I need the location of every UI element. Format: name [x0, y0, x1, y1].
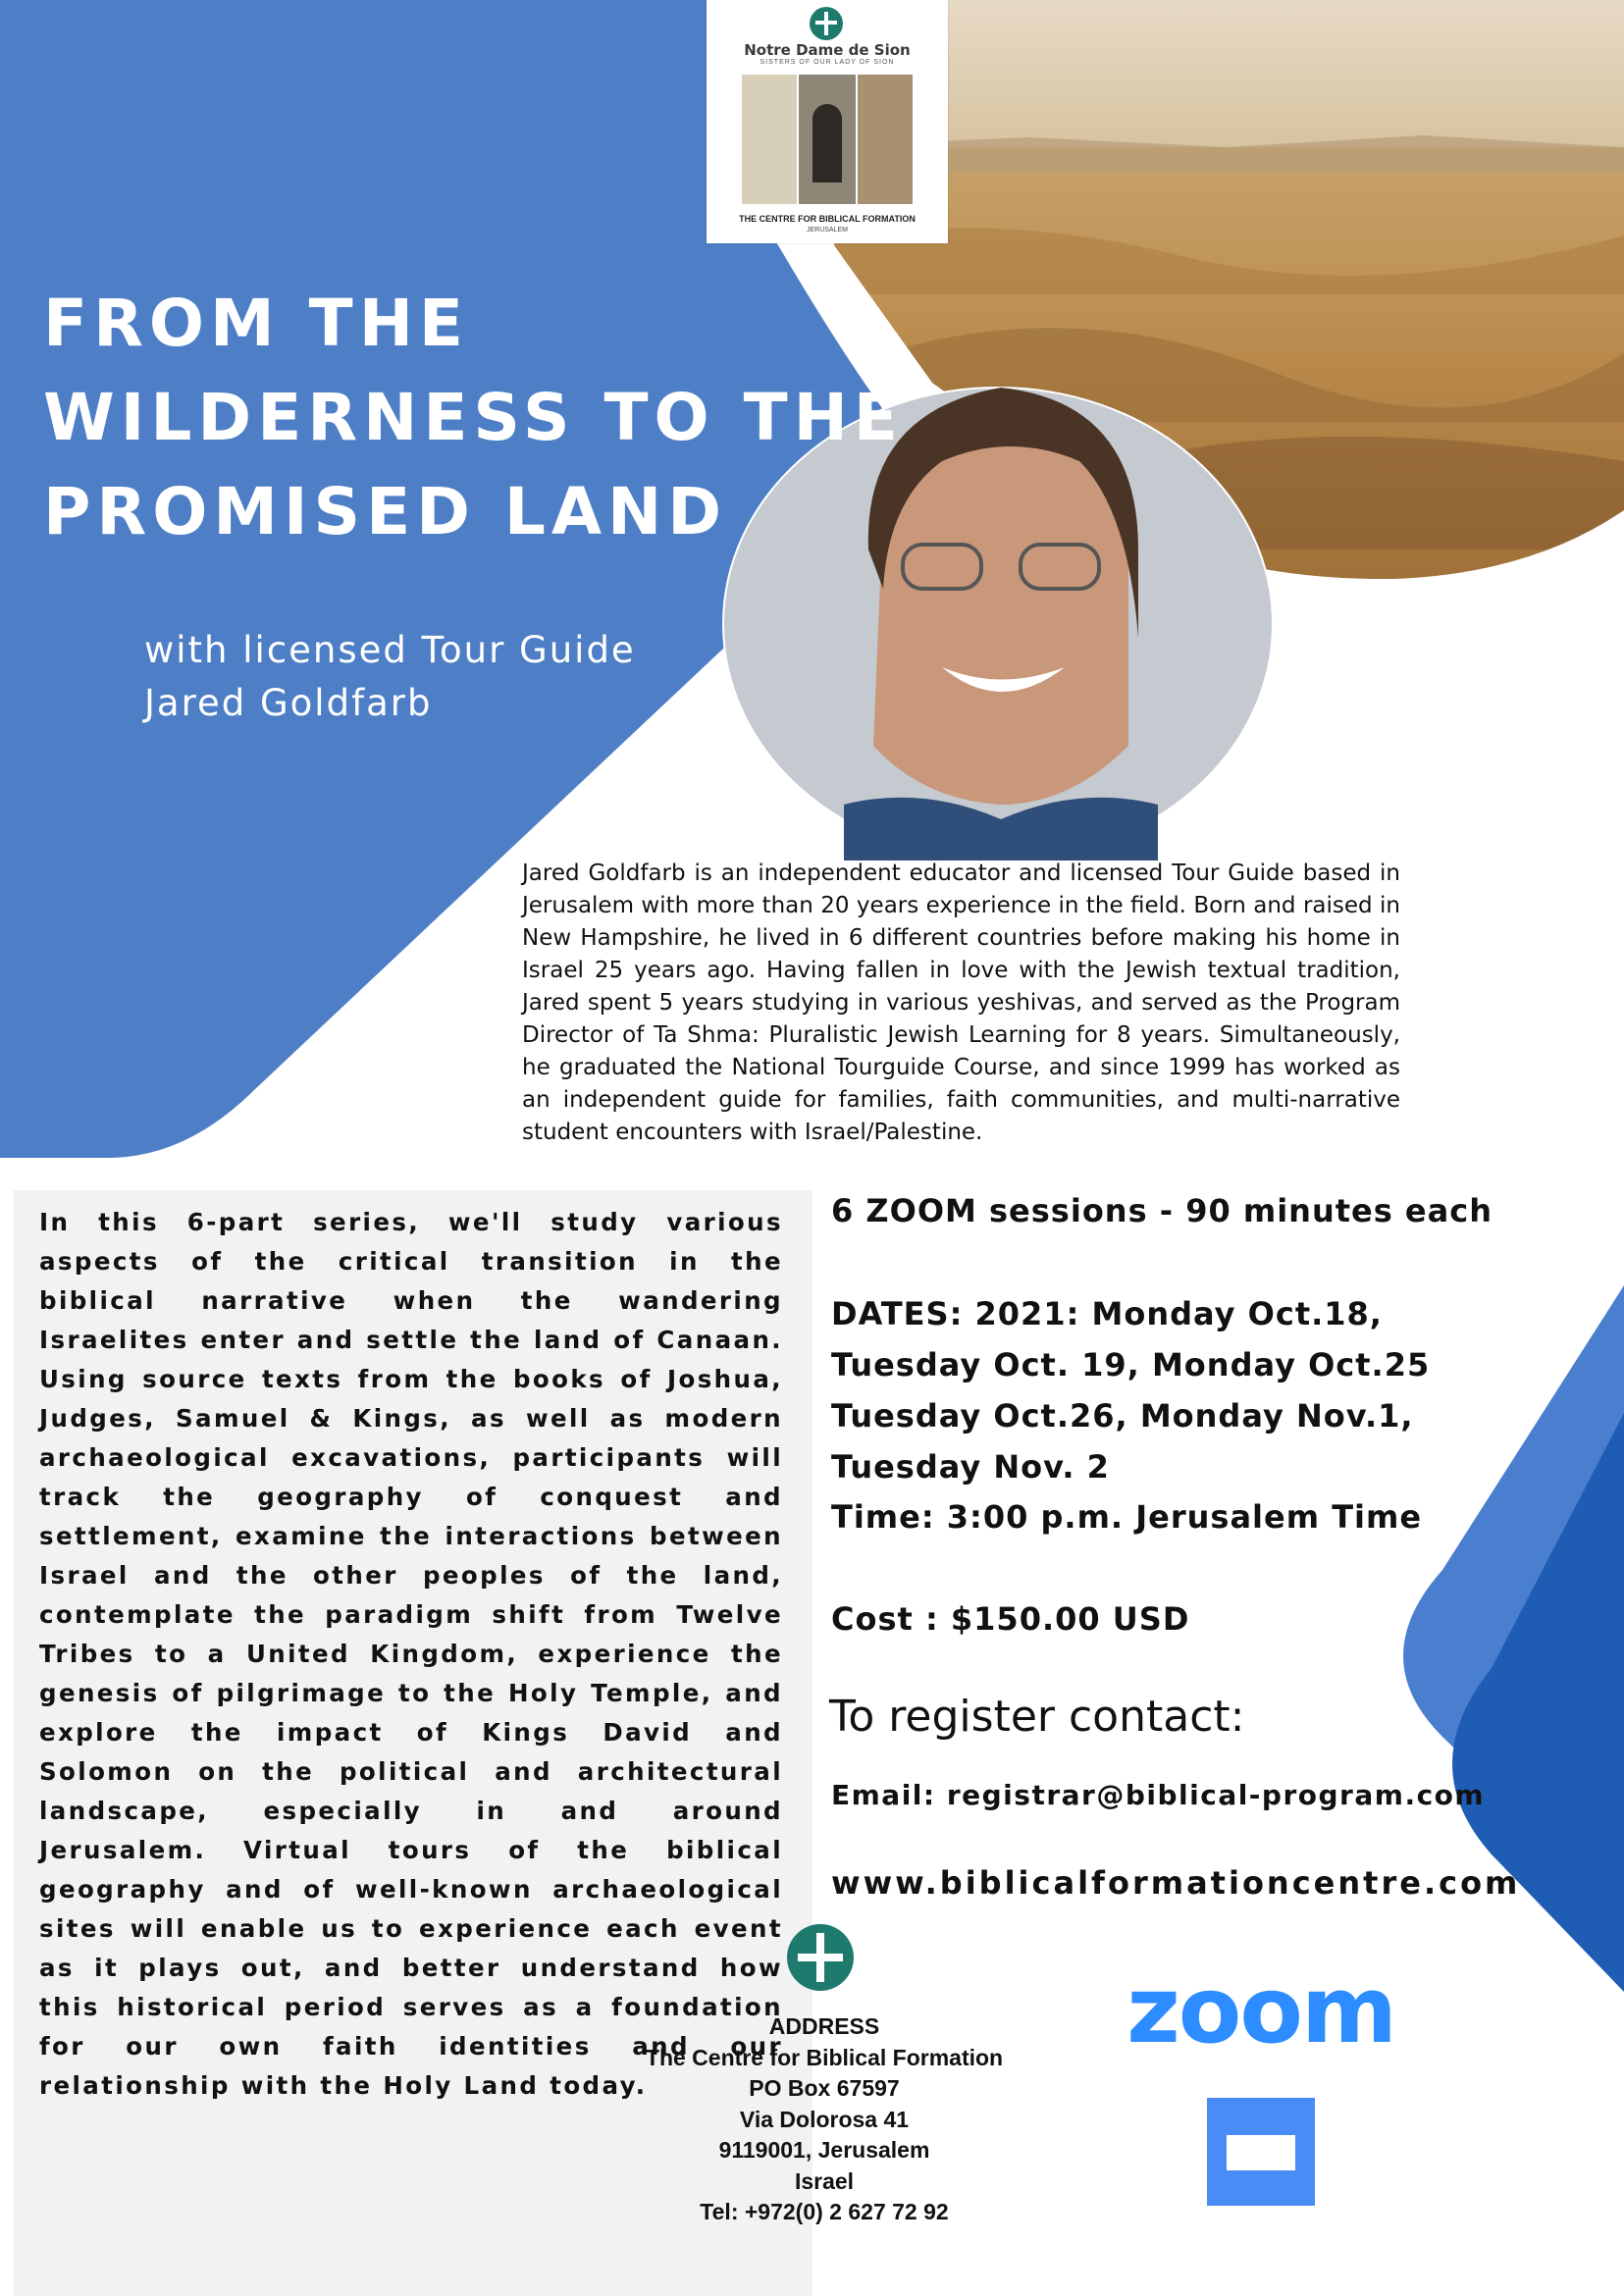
address-line: Israel [794, 2167, 855, 2194]
logo-footer-city: JERUSALEM [806, 227, 848, 234]
subtitle-line: with licensed Tour Guide [144, 629, 636, 671]
sessions-info: 6 ZOOM sessions - 90 minutes each [831, 1192, 1493, 1229]
address-line: Tel: +972(0) 2 627 72 92 [700, 2199, 949, 2224]
email-contact[interactable]: Email: registrar@biblical-program.com [831, 1779, 1486, 1811]
logo-subtitle: SISTERS OF OUR LADY OF SION [760, 59, 895, 66]
address-line: ADDRESS [768, 2013, 880, 2039]
website-link[interactable]: www.biblicalformationcentre.com [831, 1864, 1521, 1902]
subtitle-line: Jared Goldfarb [144, 682, 433, 724]
address-line: 9119001, Jerusalem [718, 2137, 930, 2163]
dates-info: DATES: 2021: Monday Oct.18, Tuesday Oct. 19, Monday Oct.25 Tuesday Oct.26, Monday Nov.1, Tuesday Nov. 2 [831, 1295, 1431, 1486]
title-line: FROM THE [43, 286, 470, 361]
video-camera-icon [1207, 2098, 1315, 2206]
register-heading: To register contact: [829, 1692, 1245, 1742]
cross-logo-icon [809, 6, 844, 41]
time-info: Time: 3:00 p.m. Jerusalem Time [831, 1498, 1423, 1536]
logo-photo-strip [742, 75, 913, 204]
address-line: PO Box 67597 [749, 2075, 900, 2101]
address-line: Via Dolorosa 41 [739, 2106, 910, 2132]
guide-bio: Jared Goldfarb is an independent educator and licensed Tour Guide based in Jerusalem with more than 20 years experience in the field. Born and raised in New Hampshire, he lived in 6 different countries before making his home in Israel 25 years ago. Having fallen in love with the Jewish textual tradition, Jared spent 5 years studying in various yeshivas, and served as the Program Director of Ta Shma: Pluralistic Jewish Learning for 8 years. Simultaneously, he graduated the National Tourguide Course, and since 1999 has worked as an independent guide for families, faith communities, and multi-narrative student encounters with Israel/Palestine. [522, 861, 1400, 1145]
title-line: WILDERNESS TO THE [43, 380, 904, 455]
address-line: The Centre for Biblical Formation [645, 2044, 1004, 2070]
course-description: In this 6-part series, we'll study various aspects of the critical transition in the biblical narrative when the wandering Israelites enter and settle the land of Canaan. Using source texts from the books of Joshua, Judges, Samuel & Kings, as well as modern archaeological excavations, participants will track the geography of conquest and settlement, examine the interactions between Israel and the other peoples of the land, contemplate the paradigm shift from Twelve Tribes to a United Kingdom, experience the genesis of pilgrimage to the Holy Temple, and explore the impact of Kings David and Solomon on the political and architectural landscape, especially in and around Jerusalem. Virtual tours of the biblical geography and of well-known archaeological sites will enable us to experience each event as it plays out, and better understand how this historical period serves as a foundation for our own faith identities and our relationship with the Holy Land today. [39, 1208, 783, 2100]
title-line: PROMISED LAND [43, 474, 728, 549]
page-title [43, 277, 926, 559]
notre-dame-de-sion-logo [707, 0, 948, 243]
zoom-logo: zoom [1126, 1957, 1395, 2064]
cost-info: Cost : $150.00 USD [831, 1600, 1190, 1638]
logo-footer: THE CENTRE FOR BIBLICAL FORMATION [739, 214, 916, 224]
address-block [550, 2011, 1099, 2228]
page-subtitle [144, 624, 636, 730]
cross-logo-icon [786, 1923, 855, 1992]
logo-name: Notre Dame de Sion [744, 41, 911, 59]
